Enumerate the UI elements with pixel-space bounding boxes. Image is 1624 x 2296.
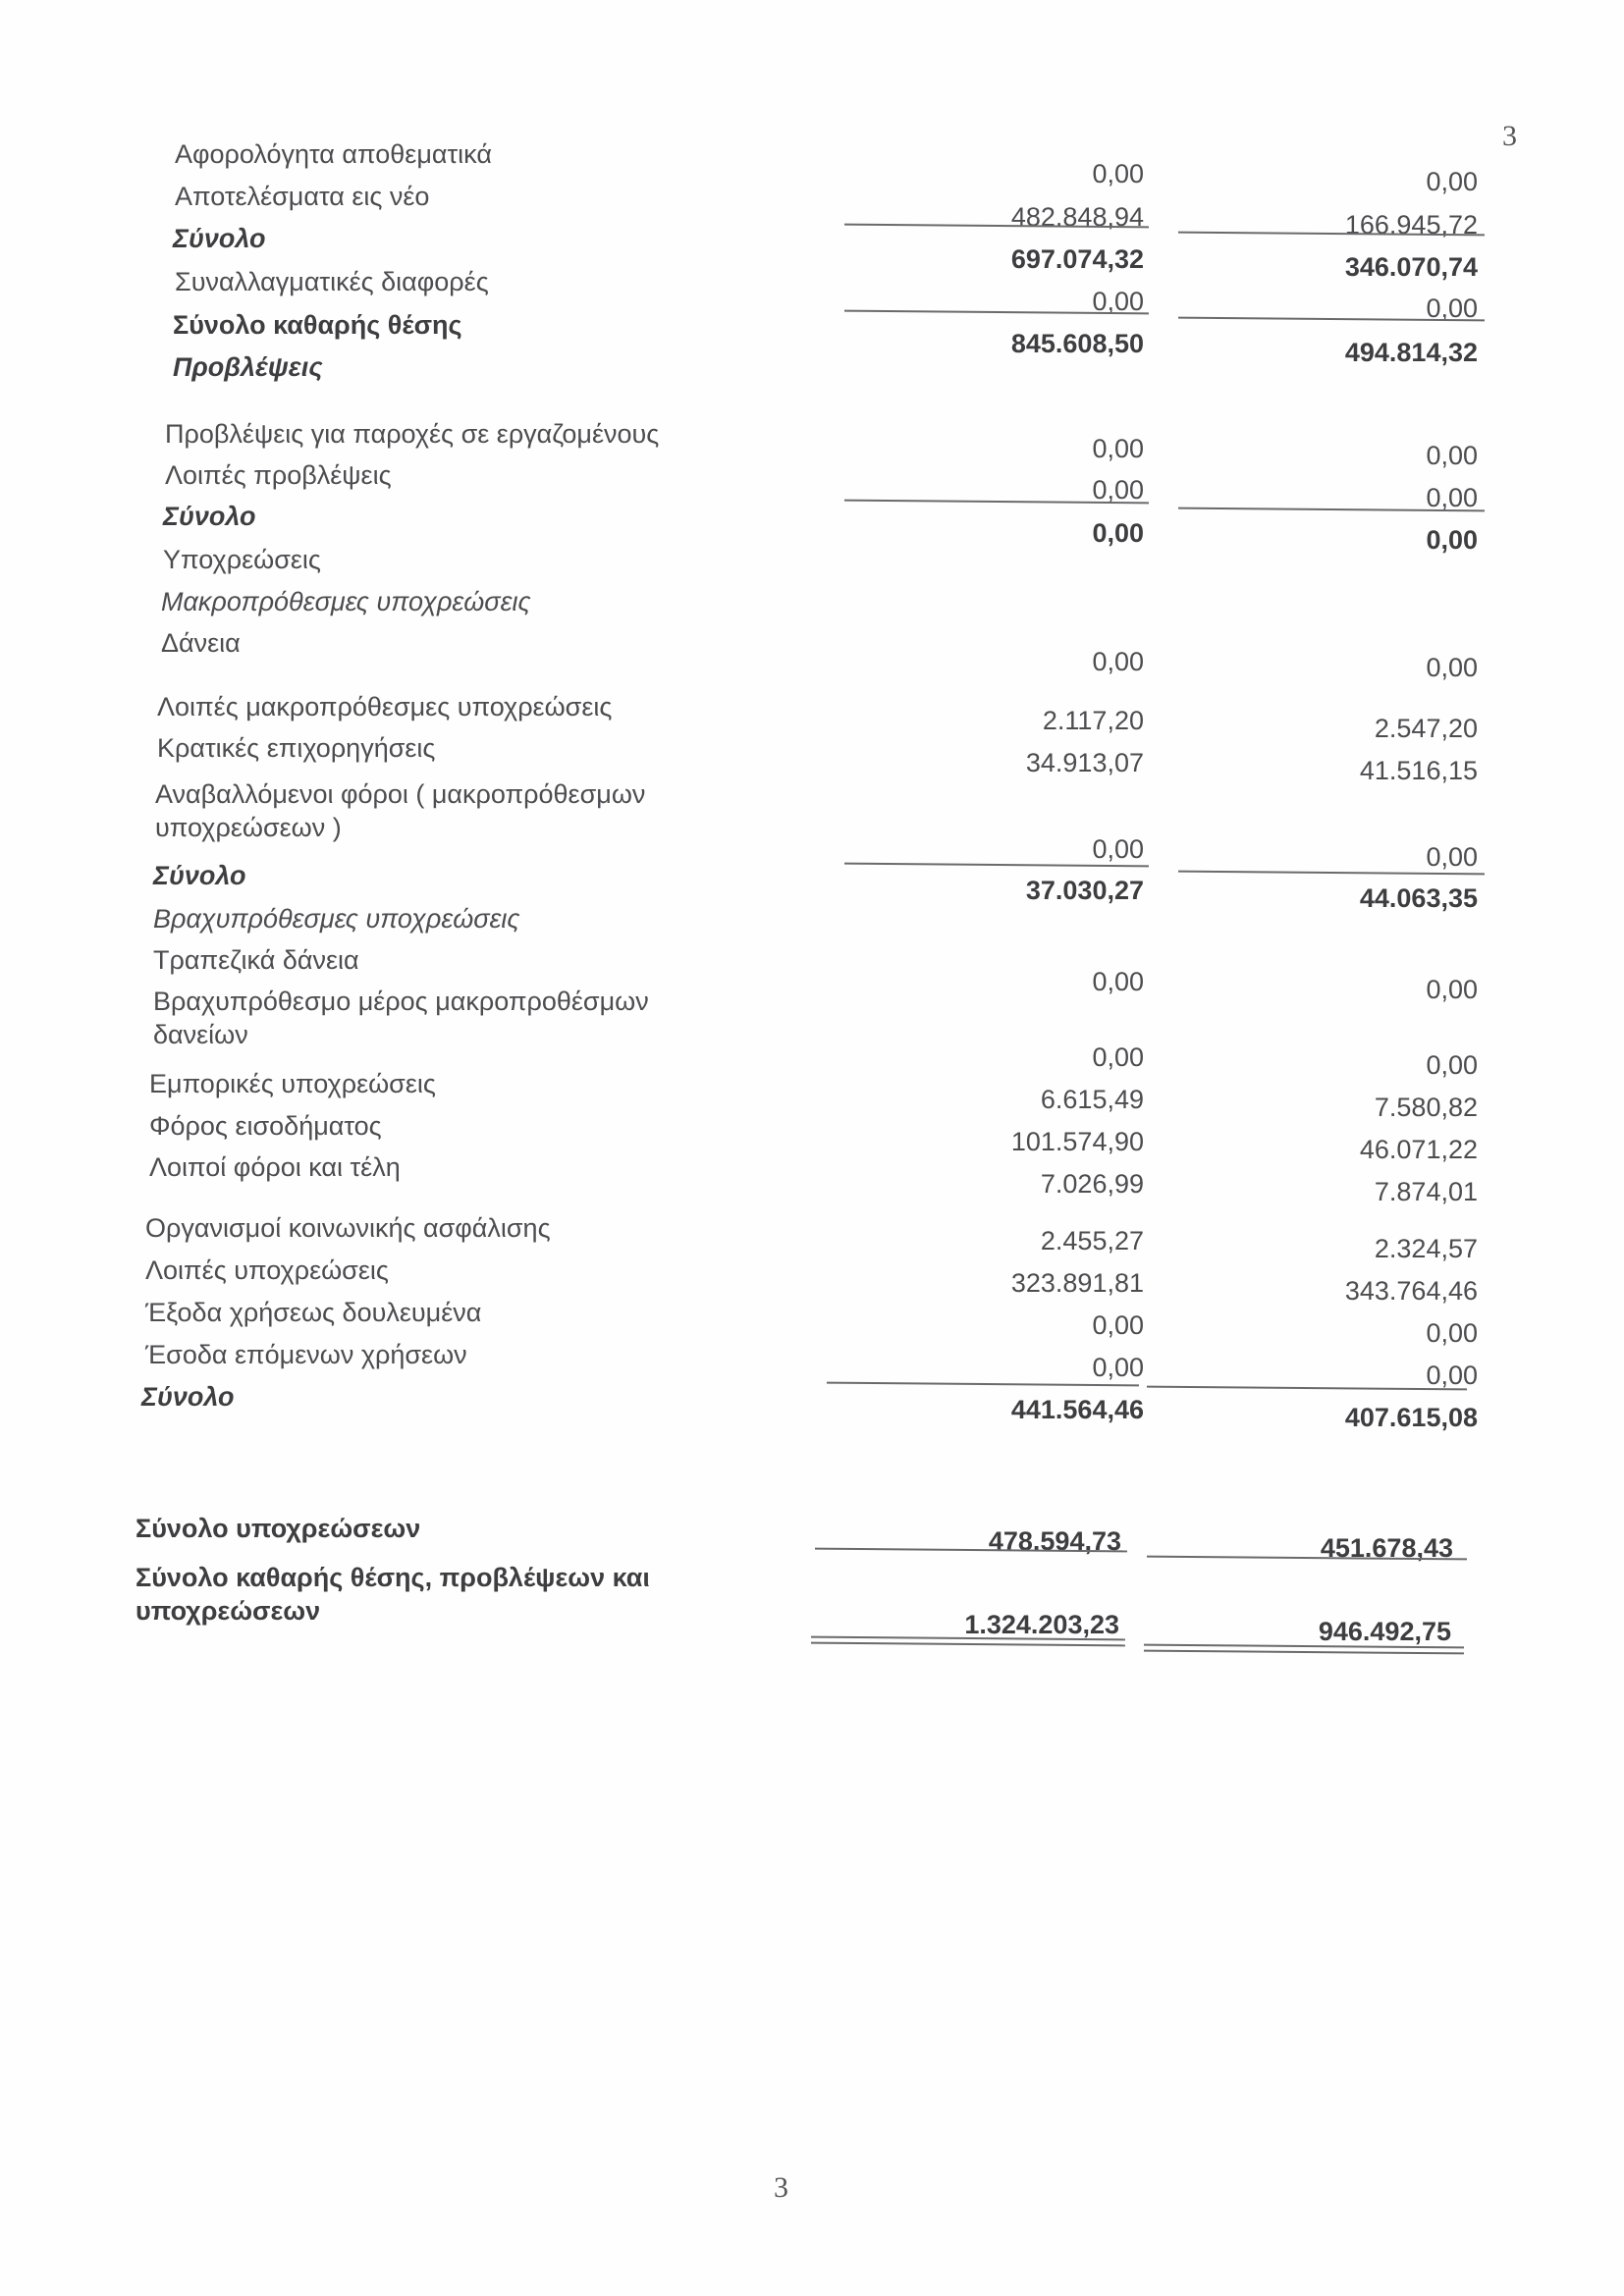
value-retained-earnings-prior: 166.945,72: [1344, 210, 1478, 240]
value-total-equity-prior: 494.814,32: [1344, 338, 1478, 367]
row-label-government-grants: Κρατικές επιχορηγήσεις: [157, 733, 436, 763]
value-exchange-differences-current: 0,00: [1092, 287, 1144, 316]
value-short-term-subtotal-prior: 407.615,08: [1344, 1403, 1478, 1432]
row-label-other-liabilities: Λοιπές υποχρεώσεις: [145, 1255, 389, 1285]
value-income-tax-current: 101.574,90: [1010, 1127, 1144, 1156]
value-short-term-subtotal-current: 441.564,46: [1010, 1395, 1144, 1424]
value-deferred-income-prior: 0,00: [1426, 1361, 1478, 1390]
section-header-provisions: Προβλέψεις: [173, 352, 323, 382]
row-label-deferred-income: Έσοδα επόμενων χρήσεων: [145, 1340, 467, 1369]
value-government-grants-current: 34.913,07: [1025, 748, 1144, 777]
value-other-liabilities-current: 323.891,81: [1010, 1268, 1144, 1298]
value-social-security-prior: 2.324,57: [1374, 1234, 1478, 1263]
row-label-social-security: Οργανισμοί κοινωνικής ασφάλισης: [145, 1213, 551, 1243]
value-current-portion-long-term-loans-prior: 0,00: [1426, 1050, 1478, 1080]
value-provisions-subtotal-prior: 0,00: [1426, 525, 1478, 555]
value-other-taxes-duties-current: 7.026,99: [1040, 1169, 1144, 1199]
value-loans-current: 0,00: [1092, 647, 1144, 676]
footer-page-number: 3: [774, 2171, 788, 2204]
value-equity-subtotal-prior: 346.070,74: [1344, 252, 1478, 282]
value-current-portion-long-term-loans-current: 0,00: [1092, 1042, 1144, 1072]
row-label-bank-loans: Τραπεζικά δάνεια: [153, 945, 359, 975]
row-label-provisions-subtotal: Σύνολο: [163, 502, 256, 531]
value-bank-loans-prior: 0,00: [1426, 975, 1478, 1004]
value-total-equity-current: 845.608,50: [1010, 329, 1144, 358]
value-other-taxes-duties-prior: 7.874,01: [1374, 1177, 1478, 1206]
value-equity-subtotal-current: 697.074,32: [1010, 244, 1144, 274]
value-trade-payables-prior: 7.580,82: [1374, 1093, 1478, 1122]
value-government-grants-prior: 41.516,15: [1359, 756, 1478, 785]
row-label-other-provisions: Λοιπές προβλέψεις: [165, 460, 392, 490]
corner-page-number: 3: [1502, 120, 1517, 152]
value-total-liabilities-current: 478.594,73: [988, 1526, 1121, 1556]
row-label-total-equity: Σύνολο καθαρής θέσης: [173, 310, 462, 340]
value-total-liabilities-prior: 451.678,43: [1320, 1533, 1453, 1563]
value-other-provisions-prior: 0,00: [1426, 483, 1478, 512]
value-other-liabilities-prior: 343.764,46: [1344, 1276, 1478, 1306]
value-income-tax-prior: 46.071,22: [1359, 1135, 1478, 1164]
value-provisions-subtotal-current: 0,00: [1092, 518, 1144, 548]
row-label-long-term-subtotal: Σύνολο: [153, 861, 246, 890]
row-label-current-portion-long-term-loans: Βραχυπρόθεσμο μέρος μακροπροθέσμων δανείων: [153, 987, 649, 1049]
value-employee-benefit-provisions-current: 0,00: [1092, 434, 1144, 463]
grand-total-double-rule: [1144, 1644, 1464, 1655]
row-label-short-term-subtotal: Σύνολο: [141, 1382, 235, 1412]
value-loans-prior: 0,00: [1426, 653, 1478, 682]
value-social-security-current: 2.455,27: [1040, 1226, 1144, 1255]
row-label-tax-free-reserves: Αφορολόγητα αποθεματικά: [175, 139, 492, 169]
value-employee-benefit-provisions-prior: 0,00: [1426, 441, 1478, 470]
row-label-trade-payables: Εμπορικές υποχρεώσεις: [149, 1069, 436, 1098]
value-accrued-expenses-current: 0,00: [1092, 1310, 1144, 1340]
row-label-accrued-expenses: Έξοδα χρήσεως δουλευμένα: [145, 1298, 482, 1327]
row-label-exchange-differences: Συναλλαγματικές διαφορές: [175, 267, 489, 296]
value-grand-total-current: 1.324.203,23: [964, 1610, 1119, 1639]
row-label-retained-earnings: Αποτελέσματα εις νέο: [175, 182, 430, 211]
value-long-term-subtotal-prior: 44.063,35: [1359, 883, 1478, 913]
row-label-loans: Δάνεια: [161, 628, 241, 658]
value-retained-earnings-current: 482.848,94: [1010, 202, 1144, 232]
value-grand-total-prior: 946.492,75: [1318, 1617, 1451, 1646]
row-label-total-liabilities: Σύνολο υποχρεώσεων: [135, 1514, 421, 1543]
row-label-employee-benefit-provisions: Προβλέψεις για παροχές σε εργαζομένους: [165, 419, 660, 449]
value-other-long-term-liabilities-prior: 2.547,20: [1374, 714, 1478, 743]
value-tax-free-reserves-prior: 0,00: [1426, 167, 1478, 196]
row-label-other-taxes-duties: Λοιποί φόροι και τέλη: [149, 1152, 401, 1182]
value-tax-free-reserves-current: 0,00: [1092, 159, 1144, 188]
value-deferred-income-current: 0,00: [1092, 1353, 1144, 1382]
value-trade-payables-current: 6.615,49: [1040, 1085, 1144, 1114]
grand-total-double-rule: [811, 1636, 1125, 1647]
row-label-other-long-term-liabilities: Λοιπές μακροπρόθεσμες υποχρεώσεις: [157, 692, 613, 721]
section-header-liabilities: Υποχρεώσεις: [163, 545, 321, 574]
row-label-equity-subtotal: Σύνολο: [173, 224, 266, 253]
section-header-short-term-liabilities: Βραχυπρόθεσμες υποχρεώσεις: [153, 904, 520, 934]
value-long-term-subtotal-current: 37.030,27: [1025, 876, 1144, 905]
value-deferred-taxes-current: 0,00: [1092, 834, 1144, 864]
value-accrued-expenses-prior: 0,00: [1426, 1318, 1478, 1348]
value-bank-loans-current: 0,00: [1092, 967, 1144, 996]
value-other-provisions-current: 0,00: [1092, 475, 1144, 505]
value-exchange-differences-prior: 0,00: [1426, 294, 1478, 323]
value-deferred-taxes-prior: 0,00: [1426, 842, 1478, 872]
value-other-long-term-liabilities-current: 2.117,20: [1042, 706, 1144, 735]
row-label-deferred-taxes: Αναβαλλόμενοι φόροι ( μακροπρόθεσμων υποχρεώσεων ): [155, 779, 646, 842]
row-label-income-tax: Φόρος εισοδήματος: [149, 1111, 382, 1141]
section-header-long-term-liabilities: Μακροπρόθεσμες υποχρεώσεις: [161, 587, 531, 616]
row-label-grand-total: Σύνολο καθαρής θέσης, προβλέψεων και υποχρεώσεων: [135, 1563, 650, 1626]
